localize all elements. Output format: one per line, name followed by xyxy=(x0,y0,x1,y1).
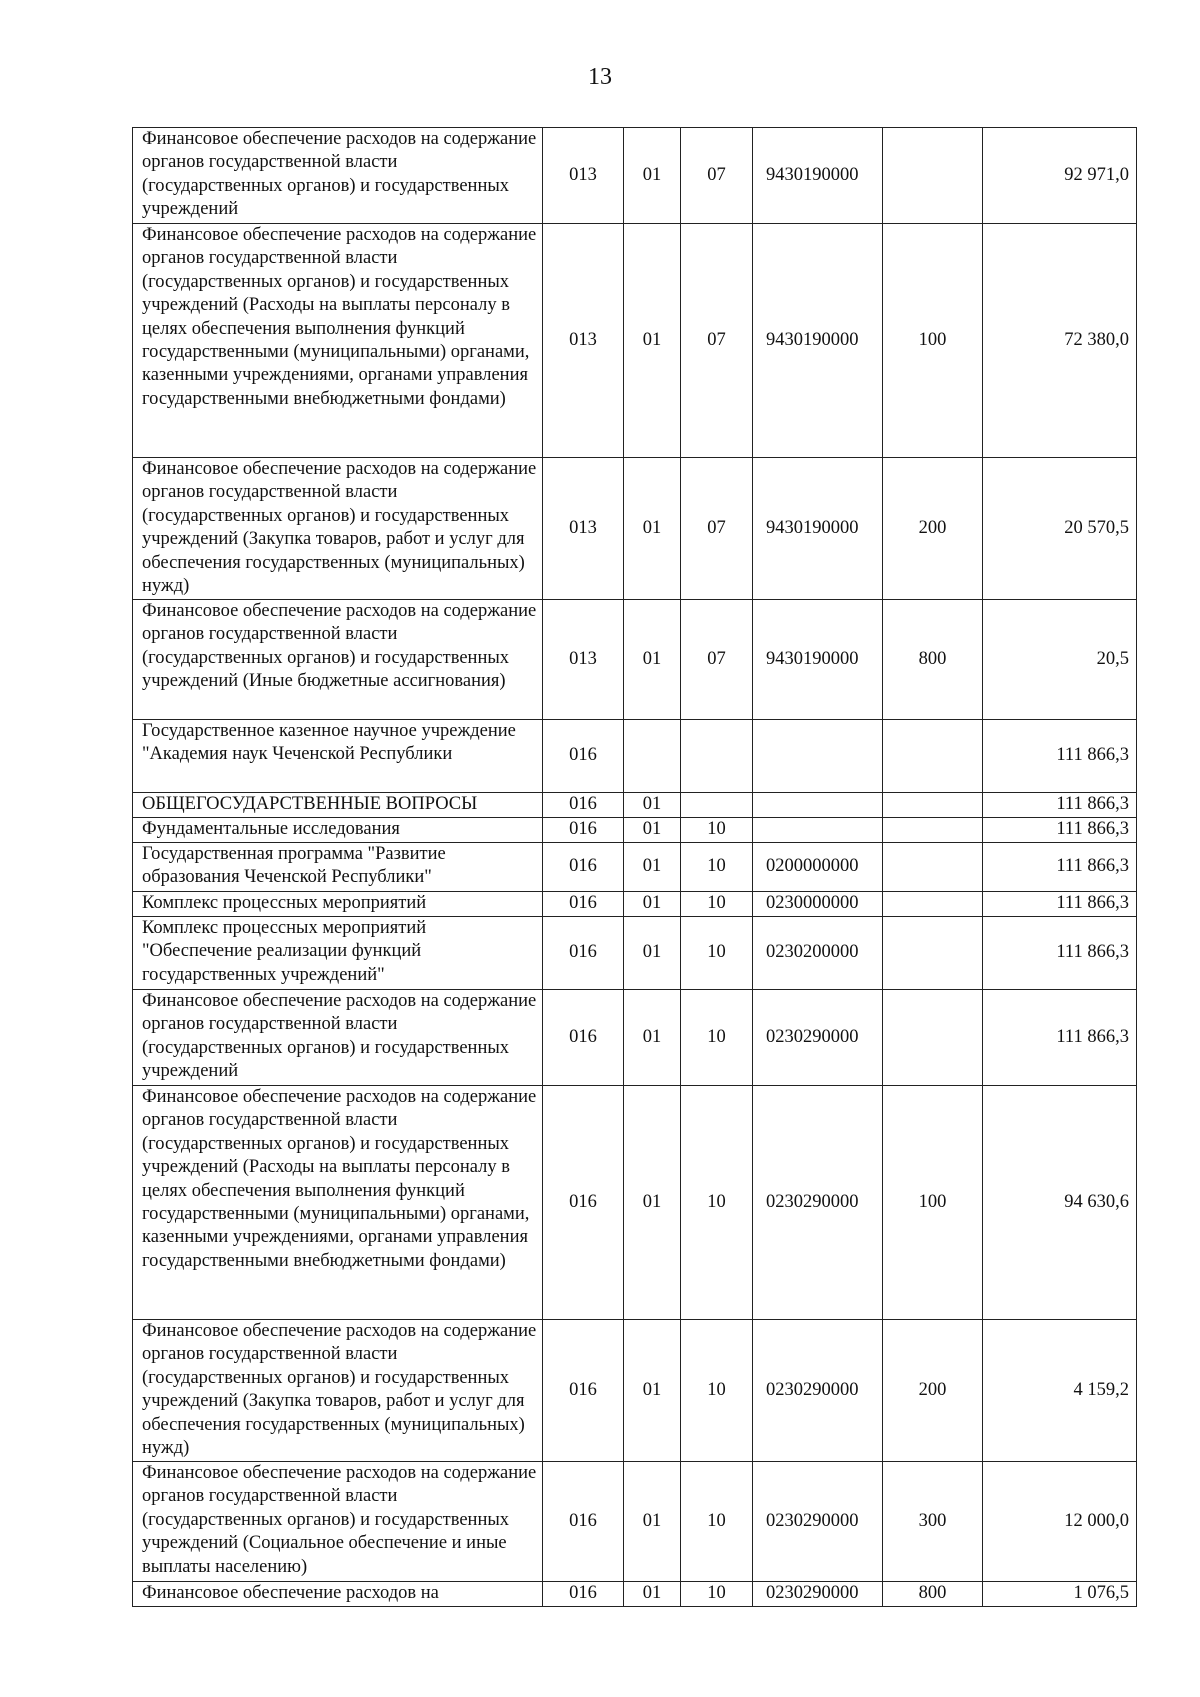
cell-name: Финансовое обеспечение расходов на содержание органов государственной власти (государственных органов) и государственных учреждений xyxy=(133,128,543,224)
cell-pr: 07 xyxy=(681,224,753,458)
cell-grbs: 016 xyxy=(543,1086,624,1320)
cell-pr xyxy=(681,793,753,818)
cell-sum: 20 570,5 xyxy=(983,458,1137,600)
cell-sum: 20,5 xyxy=(983,600,1137,720)
cell-grbs: 016 xyxy=(543,843,624,892)
cell-csr: 0230000000 xyxy=(753,892,883,917)
cell-pr: 10 xyxy=(681,818,753,843)
cell-rz: 01 xyxy=(624,600,681,720)
cell-csr: 0230290000 xyxy=(753,1320,883,1462)
cell-vr xyxy=(883,843,983,892)
cell-rz: 01 xyxy=(624,990,681,1086)
cell-csr: 0230200000 xyxy=(753,917,883,990)
cell-name: Финансовое обеспечение расходов на содержание органов государственной власти (государственных органов) и государственных учреждений (Закупка товаров, работ и услуг для обеспечения государственных (муниципальных) нужд) xyxy=(133,458,543,600)
cell-vr: 200 xyxy=(883,1320,983,1462)
cell-sum: 111 866,3 xyxy=(983,720,1137,793)
cell-vr: 300 xyxy=(883,1462,983,1582)
cell-pr: 10 xyxy=(681,1582,753,1607)
cell-rz: 01 xyxy=(624,1086,681,1320)
cell-rz: 01 xyxy=(624,843,681,892)
cell-name: ОБЩЕГОСУДАРСТВЕННЫЕ ВОПРОСЫ xyxy=(133,793,543,818)
cell-pr: 10 xyxy=(681,990,753,1086)
cell-sum: 72 380,0 xyxy=(983,224,1137,458)
cell-sum: 111 866,3 xyxy=(983,990,1137,1086)
cell-name: Комплекс процессных мероприятий xyxy=(133,892,543,917)
cell-name: Комплекс процессных мероприятий "Обеспечение реализации функций государственных учреждений" xyxy=(133,917,543,990)
budget-table-body xyxy=(133,128,1137,1607)
cell-vr xyxy=(883,793,983,818)
cell-pr: 10 xyxy=(681,917,753,990)
cell-vr: 100 xyxy=(883,1086,983,1320)
cell-grbs: 016 xyxy=(543,720,624,793)
cell-csr: 0230290000 xyxy=(753,1086,883,1320)
cell-vr: 800 xyxy=(883,1582,983,1607)
cell-csr: 0230290000 xyxy=(753,1462,883,1582)
table-row xyxy=(133,793,1137,818)
cell-grbs: 013 xyxy=(543,458,624,600)
table-row xyxy=(133,720,1137,793)
cell-name: Финансовое обеспечение расходов на содержание органов государственной власти (государственных органов) и государственных учреждений (Иные бюджетные ассигнования) xyxy=(133,600,543,720)
cell-csr: 0200000000 xyxy=(753,843,883,892)
cell-csr: 0230290000 xyxy=(753,1582,883,1607)
cell-name: Государственное казенное научное учреждение "Академия наук Чеченской Республики xyxy=(133,720,543,793)
cell-sum: 12 000,0 xyxy=(983,1462,1137,1582)
table-row xyxy=(133,990,1137,1086)
cell-rz: 01 xyxy=(624,458,681,600)
table-row xyxy=(133,917,1137,990)
cell-grbs: 016 xyxy=(543,1582,624,1607)
cell-csr xyxy=(753,793,883,818)
cell-name: Финансовое обеспечение расходов на xyxy=(133,1582,543,1607)
cell-grbs: 016 xyxy=(543,917,624,990)
cell-rz: 01 xyxy=(624,1582,681,1607)
cell-grbs: 016 xyxy=(543,818,624,843)
cell-sum: 111 866,3 xyxy=(983,793,1137,818)
cell-sum: 111 866,3 xyxy=(983,818,1137,843)
cell-csr: 9430190000 xyxy=(753,128,883,224)
cell-pr: 07 xyxy=(681,458,753,600)
cell-grbs: 013 xyxy=(543,128,624,224)
cell-sum: 94 630,6 xyxy=(983,1086,1137,1320)
cell-pr: 07 xyxy=(681,600,753,720)
cell-name: Государственная программа "Развитие образования Чеченской Республики" xyxy=(133,843,543,892)
cell-rz: 01 xyxy=(624,224,681,458)
cell-csr xyxy=(753,818,883,843)
cell-name: Финансовое обеспечение расходов на содержание органов государственной власти (государственных органов) и государственных учреждений (Расходы на выплаты персоналу в целях обеспечения выполнения функций государственными (муниципальными) органами, казенными учреждениями, органами управления государственными внебюджетными фондами) xyxy=(133,224,543,458)
cell-vr: 800 xyxy=(883,600,983,720)
cell-rz: 01 xyxy=(624,1462,681,1582)
cell-name: Финансовое обеспечение расходов на содержание органов государственной власти (государственных органов) и государственных учреждений (Социальное обеспечение и иные выплаты населению) xyxy=(133,1462,543,1582)
cell-name: Фундаментальные исследования xyxy=(133,818,543,843)
table-row xyxy=(133,892,1137,917)
cell-pr: 07 xyxy=(681,128,753,224)
cell-pr: 10 xyxy=(681,843,753,892)
cell-sum: 1 076,5 xyxy=(983,1582,1137,1607)
cell-rz: 01 xyxy=(624,128,681,224)
cell-vr xyxy=(883,818,983,843)
cell-pr: 10 xyxy=(681,1462,753,1582)
table-row xyxy=(133,843,1137,892)
table-row xyxy=(133,128,1137,224)
cell-sum: 111 866,3 xyxy=(983,892,1137,917)
table-row xyxy=(133,1462,1137,1582)
cell-name: Финансовое обеспечение расходов на содержание органов государственной власти (государственных органов) и государственных учреждений xyxy=(133,990,543,1086)
budget-table xyxy=(132,127,1137,1607)
cell-name: Финансовое обеспечение расходов на содержание органов государственной власти (государственных органов) и государственных учреждений (Расходы на выплаты персоналу в целях обеспечения выполнения функций государственными (муниципальными) органами, казенными учреждениями, органами управления государственными внебюджетными фондами) xyxy=(133,1086,543,1320)
cell-grbs: 016 xyxy=(543,793,624,818)
cell-rz xyxy=(624,720,681,793)
cell-pr xyxy=(681,720,753,793)
cell-vr xyxy=(883,892,983,917)
cell-csr xyxy=(753,720,883,793)
cell-grbs: 016 xyxy=(543,990,624,1086)
table-row xyxy=(133,224,1137,458)
cell-sum: 92 971,0 xyxy=(983,128,1137,224)
cell-sum: 111 866,3 xyxy=(983,843,1137,892)
cell-vr xyxy=(883,720,983,793)
cell-vr xyxy=(883,128,983,224)
cell-csr: 9430190000 xyxy=(753,600,883,720)
table-row xyxy=(133,600,1137,720)
cell-sum: 4 159,2 xyxy=(983,1320,1137,1462)
cell-grbs: 016 xyxy=(543,1462,624,1582)
page-number: 13 xyxy=(588,64,612,90)
table-row xyxy=(133,818,1137,843)
cell-rz: 01 xyxy=(624,917,681,990)
cell-grbs: 013 xyxy=(543,224,624,458)
cell-pr: 10 xyxy=(681,892,753,917)
table-row xyxy=(133,1086,1137,1320)
cell-rz: 01 xyxy=(624,892,681,917)
table-row xyxy=(133,1320,1137,1462)
cell-csr: 9430190000 xyxy=(753,458,883,600)
cell-vr xyxy=(883,990,983,1086)
table-row xyxy=(133,1582,1137,1607)
cell-csr: 9430190000 xyxy=(753,224,883,458)
cell-sum: 111 866,3 xyxy=(983,917,1137,990)
cell-grbs: 013 xyxy=(543,600,624,720)
cell-vr xyxy=(883,917,983,990)
cell-rz: 01 xyxy=(624,793,681,818)
cell-rz: 01 xyxy=(624,1320,681,1462)
cell-vr: 100 xyxy=(883,224,983,458)
cell-name: Финансовое обеспечение расходов на содержание органов государственной власти (государственных органов) и государственных учреждений (Закупка товаров, работ и услуг для обеспечения государственных (муниципальных) нужд) xyxy=(133,1320,543,1462)
cell-csr: 0230290000 xyxy=(753,990,883,1086)
cell-vr: 200 xyxy=(883,458,983,600)
cell-grbs: 016 xyxy=(543,892,624,917)
cell-pr: 10 xyxy=(681,1320,753,1462)
cell-rz: 01 xyxy=(624,818,681,843)
cell-pr: 10 xyxy=(681,1086,753,1320)
table-row xyxy=(133,458,1137,600)
cell-grbs: 016 xyxy=(543,1320,624,1462)
